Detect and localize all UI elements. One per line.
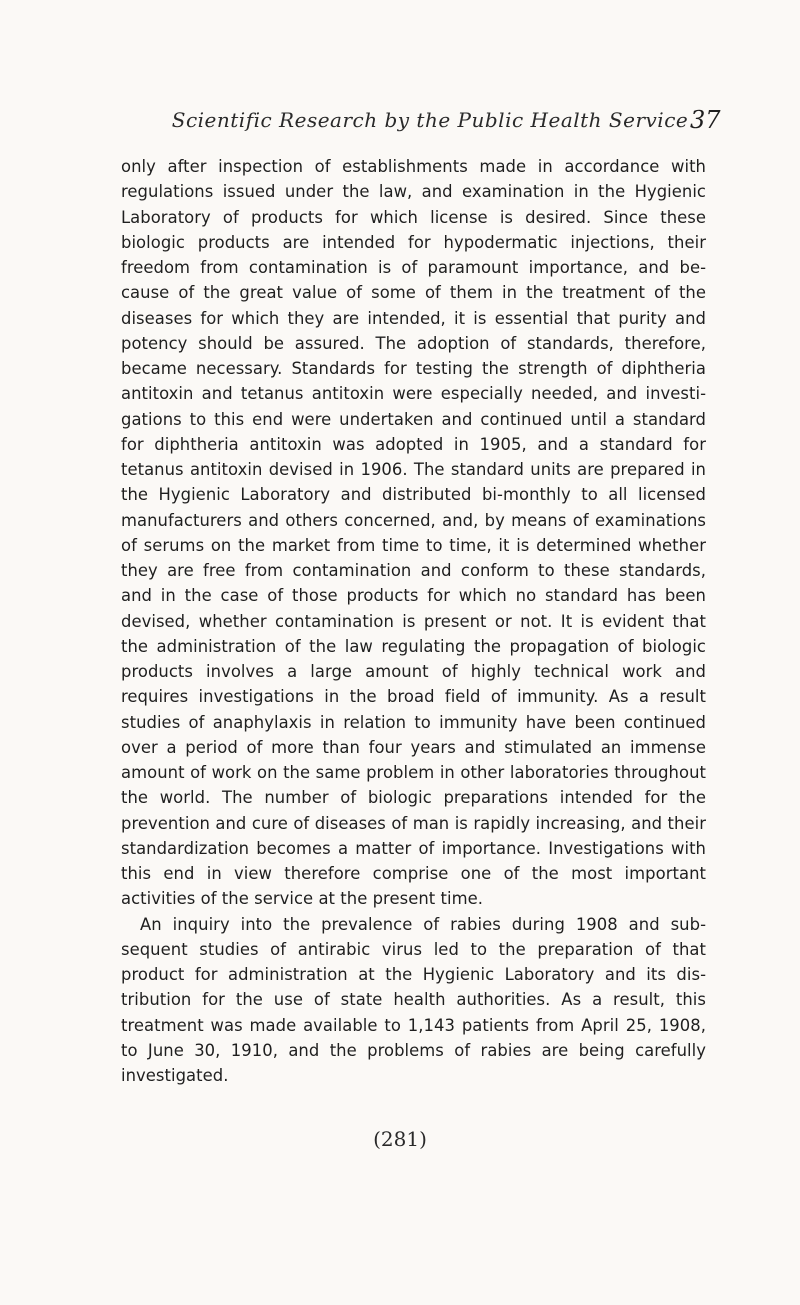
folio: (281) xyxy=(373,1127,427,1151)
running-title: Scientific Research by the Public Health Service xyxy=(171,108,689,132)
body-text xyxy=(121,154,706,1088)
running-head xyxy=(0,108,800,138)
paragraph: An inquiry into the prevalence of rabies during 1908 and subsequent studies of antirabic virus led to the preparation of that product for administration at the Hygienic Laboratory and its distribution for the use of state health authorities. As a result, this treatment was made available to 1,143 patients from April 25, 1908, to June 30, 1910, and the problems of rabies are being carefully investigated. xyxy=(121,914,706,1085)
paragraph: only after inspection of establishments made in accordance with regulations issued under the law, and examination in the Hygienic Laboratory of products for which license is desired. Since these biologic products are intended for hypodermatic injections, their freedom from contamination is of paramount importance, and because of the great value of some of them in the treatment of the diseases for which they are intended, it is essential that purity and potency should be assured. The adoption of standards, therefore, became necessary. Standards for testing the strength of diphtheria antitoxin and tetanus antitoxin were especially needed, and investigations to this end were undertaken and continued until a standard for diphtheria antitoxin was adopted in 1905, and a standard for tetanus antitoxin devised in 1906. The standard units are prepared in the Hygienic Laboratory and distributed bi-monthly to all licensed manufacturers and others concerned, and, by means of examinations of serums on the market from time to time, it is determined whether they are free from contamination and conform to these standards, and in the case of those products for which no standard has been devised, whether contamination is present or not. It is evident that the administration of the law regulating the propagation of biologic products involves a large amount of highly technical work and requires investigations in the broad field of immunity. As a result studies of anaphylaxis in relation to immunity have been continued over a period of more than four years and stimulated an immense amount of work on the same problem in other laboratories throughout the world. The number of biologic preparations intended for the prevention and cure of diseases of man is rapidly increasing, and their standardization becomes a matter of importance. Investigations with this end in view therefore comprise one of the most important activities of the service at the present time. xyxy=(121,157,706,909)
page-number: 37 xyxy=(690,106,721,134)
